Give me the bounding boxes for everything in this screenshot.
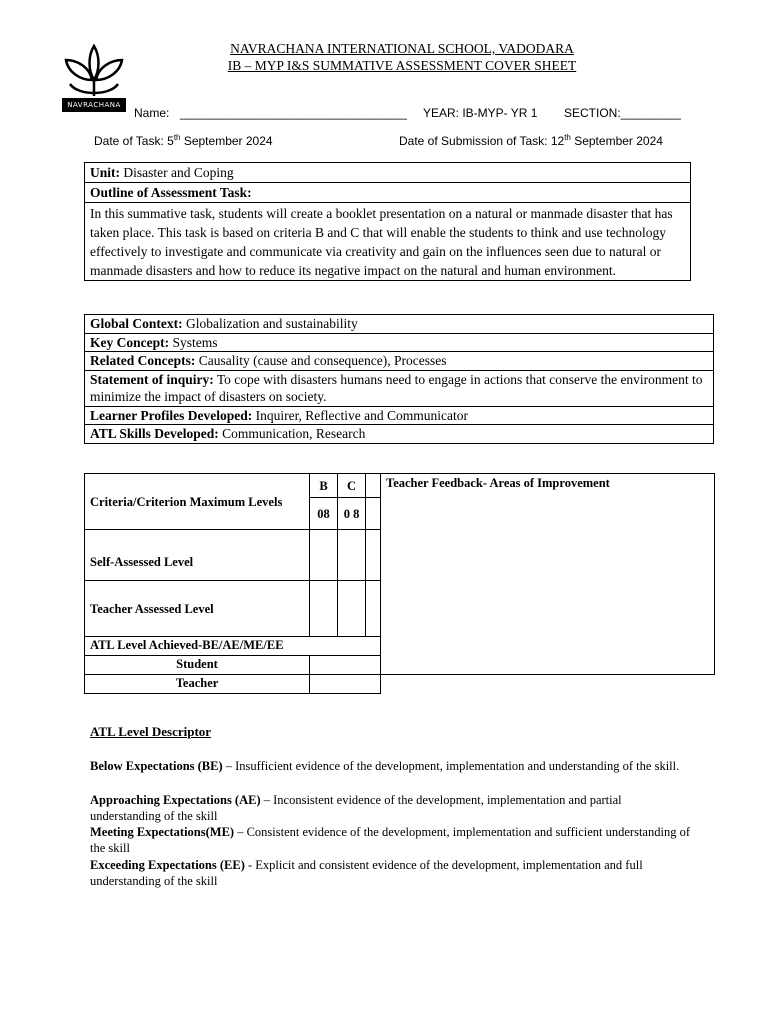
outline-text: In this summative task, students will create a booklet presentation on a natural or manmade disaster that has taken place. This task is based on criteria B and C that will enable the students to think and use technology effectively to investigate and communicate via creativity and gain on the influences seen due to natural or manmade disasters and how to reduce its negative impact on the natural and human environment.	[85, 203, 691, 281]
criteria-max-label: Criteria/Criterion Maximum Levels	[85, 474, 310, 530]
statement-of-inquiry-row: Statement of inquiry: To cope with disasters humans need to engage in actions that conserve the environment to minimize the impact of disasters on society.	[85, 370, 714, 406]
learner-profiles-row: Learner Profiles Developed: Inquirer, Reflective and Communicator	[85, 406, 714, 425]
school-name: NAVRACHANA INTERNATIONAL SCHOOL, VADODARA	[230, 41, 574, 56]
unit-row: Unit: Disaster and Coping	[85, 163, 691, 183]
atl-skills-row: ATL Skills Developed: Communication, Research	[85, 425, 714, 444]
atl-achieved-label: ATL Level Achieved-BE/AE/ME/EE	[85, 637, 381, 656]
teacher-assessed-label: Teacher Assessed Level	[85, 581, 310, 637]
teacher-assessed-c[interactable]	[338, 581, 366, 637]
self-assessed-c[interactable]	[338, 530, 366, 581]
submission-date: Date of Submission of Task: 12th September 2024	[399, 133, 663, 148]
teacher-feedback-box[interactable]: Teacher Feedback- Areas of Improvement	[381, 474, 715, 675]
related-concepts-row: Related Concepts: Causality (cause and consequence), Processes	[85, 352, 714, 371]
unit-table	[84, 162, 691, 281]
teacher-assessed-b[interactable]	[310, 581, 338, 637]
teacher-assessed-extra[interactable]	[366, 581, 381, 637]
outline-heading: Outline of Assessment Task:	[85, 183, 691, 203]
atl-descriptor-title: ATL Level Descriptor	[90, 724, 212, 739]
self-assessed-b[interactable]	[310, 530, 338, 581]
atl-teacher-label: Teacher	[85, 675, 310, 694]
section-field[interactable]: SECTION:_________	[564, 106, 681, 120]
sheet-title: IB – MYP I&S SUMMATIVE ASSESSMENT COVER SHEET	[227, 58, 577, 73]
descriptor-ae: Approaching Expectations (AE) – Inconsistent evidence of the development, implementation and partial understanding of the skill	[90, 793, 622, 823]
criterion-c-header: C	[338, 474, 366, 498]
criterion-empty-max	[366, 498, 381, 530]
criterion-b-header: B	[310, 474, 338, 498]
descriptor-ee: Exceeding Expectations (EE) - Explicit and consistent evidence of the development, implementation and full understanding of the skill	[90, 858, 643, 888]
criterion-c-max: 0 8	[338, 498, 366, 530]
year-label: YEAR: IB-MYP- YR 1	[423, 106, 538, 120]
atl-teacher-value[interactable]	[310, 675, 381, 694]
name-label: Name:	[134, 106, 170, 120]
descriptor-me: Meeting Expectations(ME) – Consistent evidence of the development, implementation and sufficient understanding of the skill	[90, 825, 690, 855]
concepts-table	[84, 314, 714, 444]
self-assessed-extra[interactable]	[366, 530, 381, 581]
key-concept-row: Key Concept: Systems	[85, 333, 714, 352]
atl-student-value[interactable]	[310, 656, 381, 675]
name-field[interactable]: __________________________________	[180, 106, 407, 120]
atl-student-label: Student	[85, 656, 310, 675]
descriptor-be: Below Expectations (BE) – Insufficient evidence of the development, implementation and understanding of the skill.	[90, 759, 680, 773]
self-assessed-label: Self-Assessed Level	[85, 530, 310, 581]
criteria-table	[84, 473, 715, 694]
task-date: Date of Task: 5th September 2024	[94, 133, 273, 148]
logo-text: NAVRACHANA	[67, 101, 121, 109]
criterion-empty-header	[366, 474, 381, 498]
global-context-row: Global Context: Globalization and sustainability	[85, 315, 714, 334]
criterion-b-max: 08	[310, 498, 338, 530]
spacer-cell	[381, 675, 715, 694]
